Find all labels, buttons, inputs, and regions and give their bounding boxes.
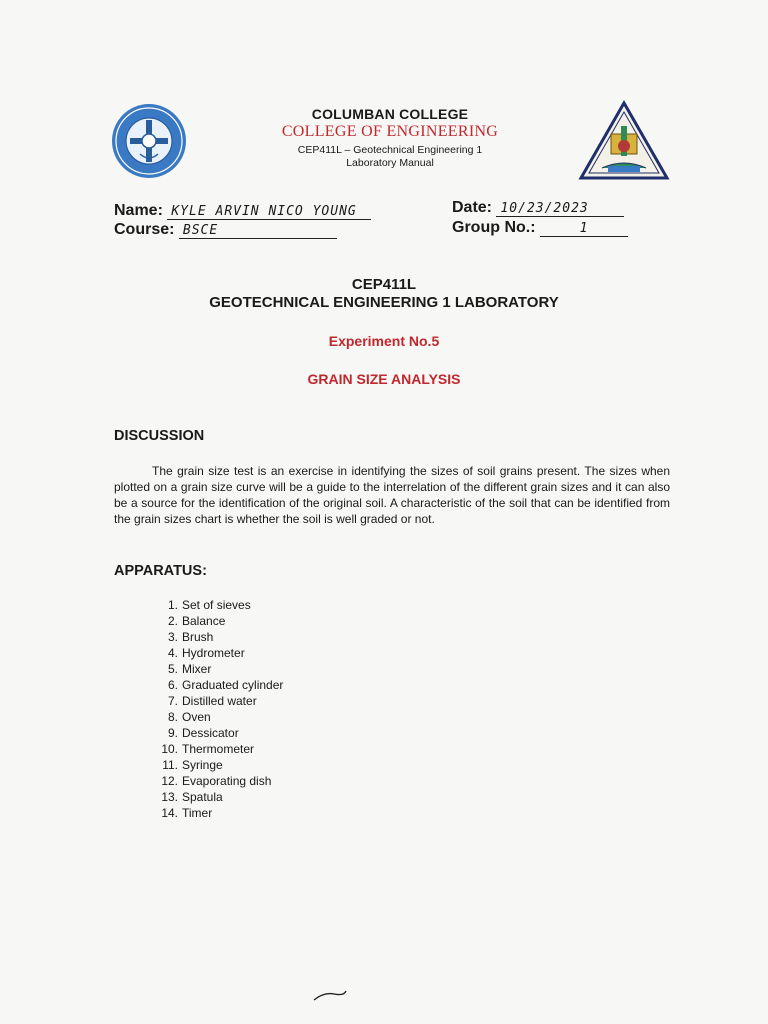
list-item: 2. Balance	[167, 614, 226, 628]
pen-stroke-mark	[312, 988, 348, 1002]
group-value: 1	[540, 221, 628, 237]
experiment-number: Experiment No.5	[328, 333, 440, 349]
engineering-college-name: COLLEGE OF ENGINEERING	[281, 123, 499, 140]
course-label: Course:	[114, 221, 175, 238]
list-item: 9. Dessicator	[167, 726, 239, 740]
list-item: 7. Distilled water	[167, 694, 257, 708]
date-value: 10/23/2023	[496, 201, 624, 217]
list-item: 8. Oven	[167, 710, 211, 724]
course-value: BSCE	[179, 223, 337, 239]
discussion-heading: DISCUSSION	[114, 428, 205, 444]
letterhead	[230, 106, 550, 169]
discussion-text: The grain size test is an exercise in identifying the sizes of soil grains present. The sizes when plotted on a grain size curve will be a guide to the interrelation of the different grain sizes and it can also be a source for the identification of the original soil. A characteristic of the soil that can be identified from the grain sizes chart is whether the soil is well graded or not.	[114, 464, 670, 526]
manual-label: Laboratory Manual	[346, 157, 434, 169]
group-label: Group No.:	[452, 219, 536, 236]
list-item: 6. Graduated cylinder	[167, 678, 284, 692]
list-item: 3. Brush	[167, 630, 214, 644]
course-line: CEP411L – Geotechnical Engineering 1	[297, 144, 483, 156]
name-label: Name:	[114, 202, 163, 219]
discussion-paragraph	[114, 463, 670, 527]
list-item: 14. Timer	[161, 806, 213, 820]
experiment-topic: GRAIN SIZE ANALYSIS	[307, 371, 461, 387]
apparatus-heading: APPARATUS:	[114, 563, 207, 579]
date-field	[452, 199, 624, 217]
engineering-emblem-icon	[578, 100, 670, 182]
course-code: CEP411L	[351, 276, 417, 293]
name-value: KYLE ARVIN NICO YOUNG	[167, 204, 371, 220]
list-item: 12. Evaporating dish	[161, 774, 272, 788]
college-name: COLUMBAN COLLEGE	[311, 106, 469, 122]
list-item: 1. Set of sieves	[167, 598, 251, 612]
lab-title: GEOTECHNICAL ENGINEERING 1 LABORATORY	[209, 294, 559, 311]
course-field	[114, 221, 337, 239]
list-item: 10. Thermometer	[161, 742, 255, 756]
name-field	[114, 202, 371, 220]
list-item: 13. Spatula	[161, 790, 223, 804]
list-item: 4. Hydrometer	[167, 646, 245, 660]
group-field	[452, 219, 628, 237]
list-item: 5. Mixer	[167, 662, 212, 676]
apparatus-list	[148, 597, 283, 821]
college-seal-icon	[110, 102, 188, 180]
list-item: 11. Syringe	[162, 758, 223, 772]
date-label: Date:	[452, 199, 493, 216]
